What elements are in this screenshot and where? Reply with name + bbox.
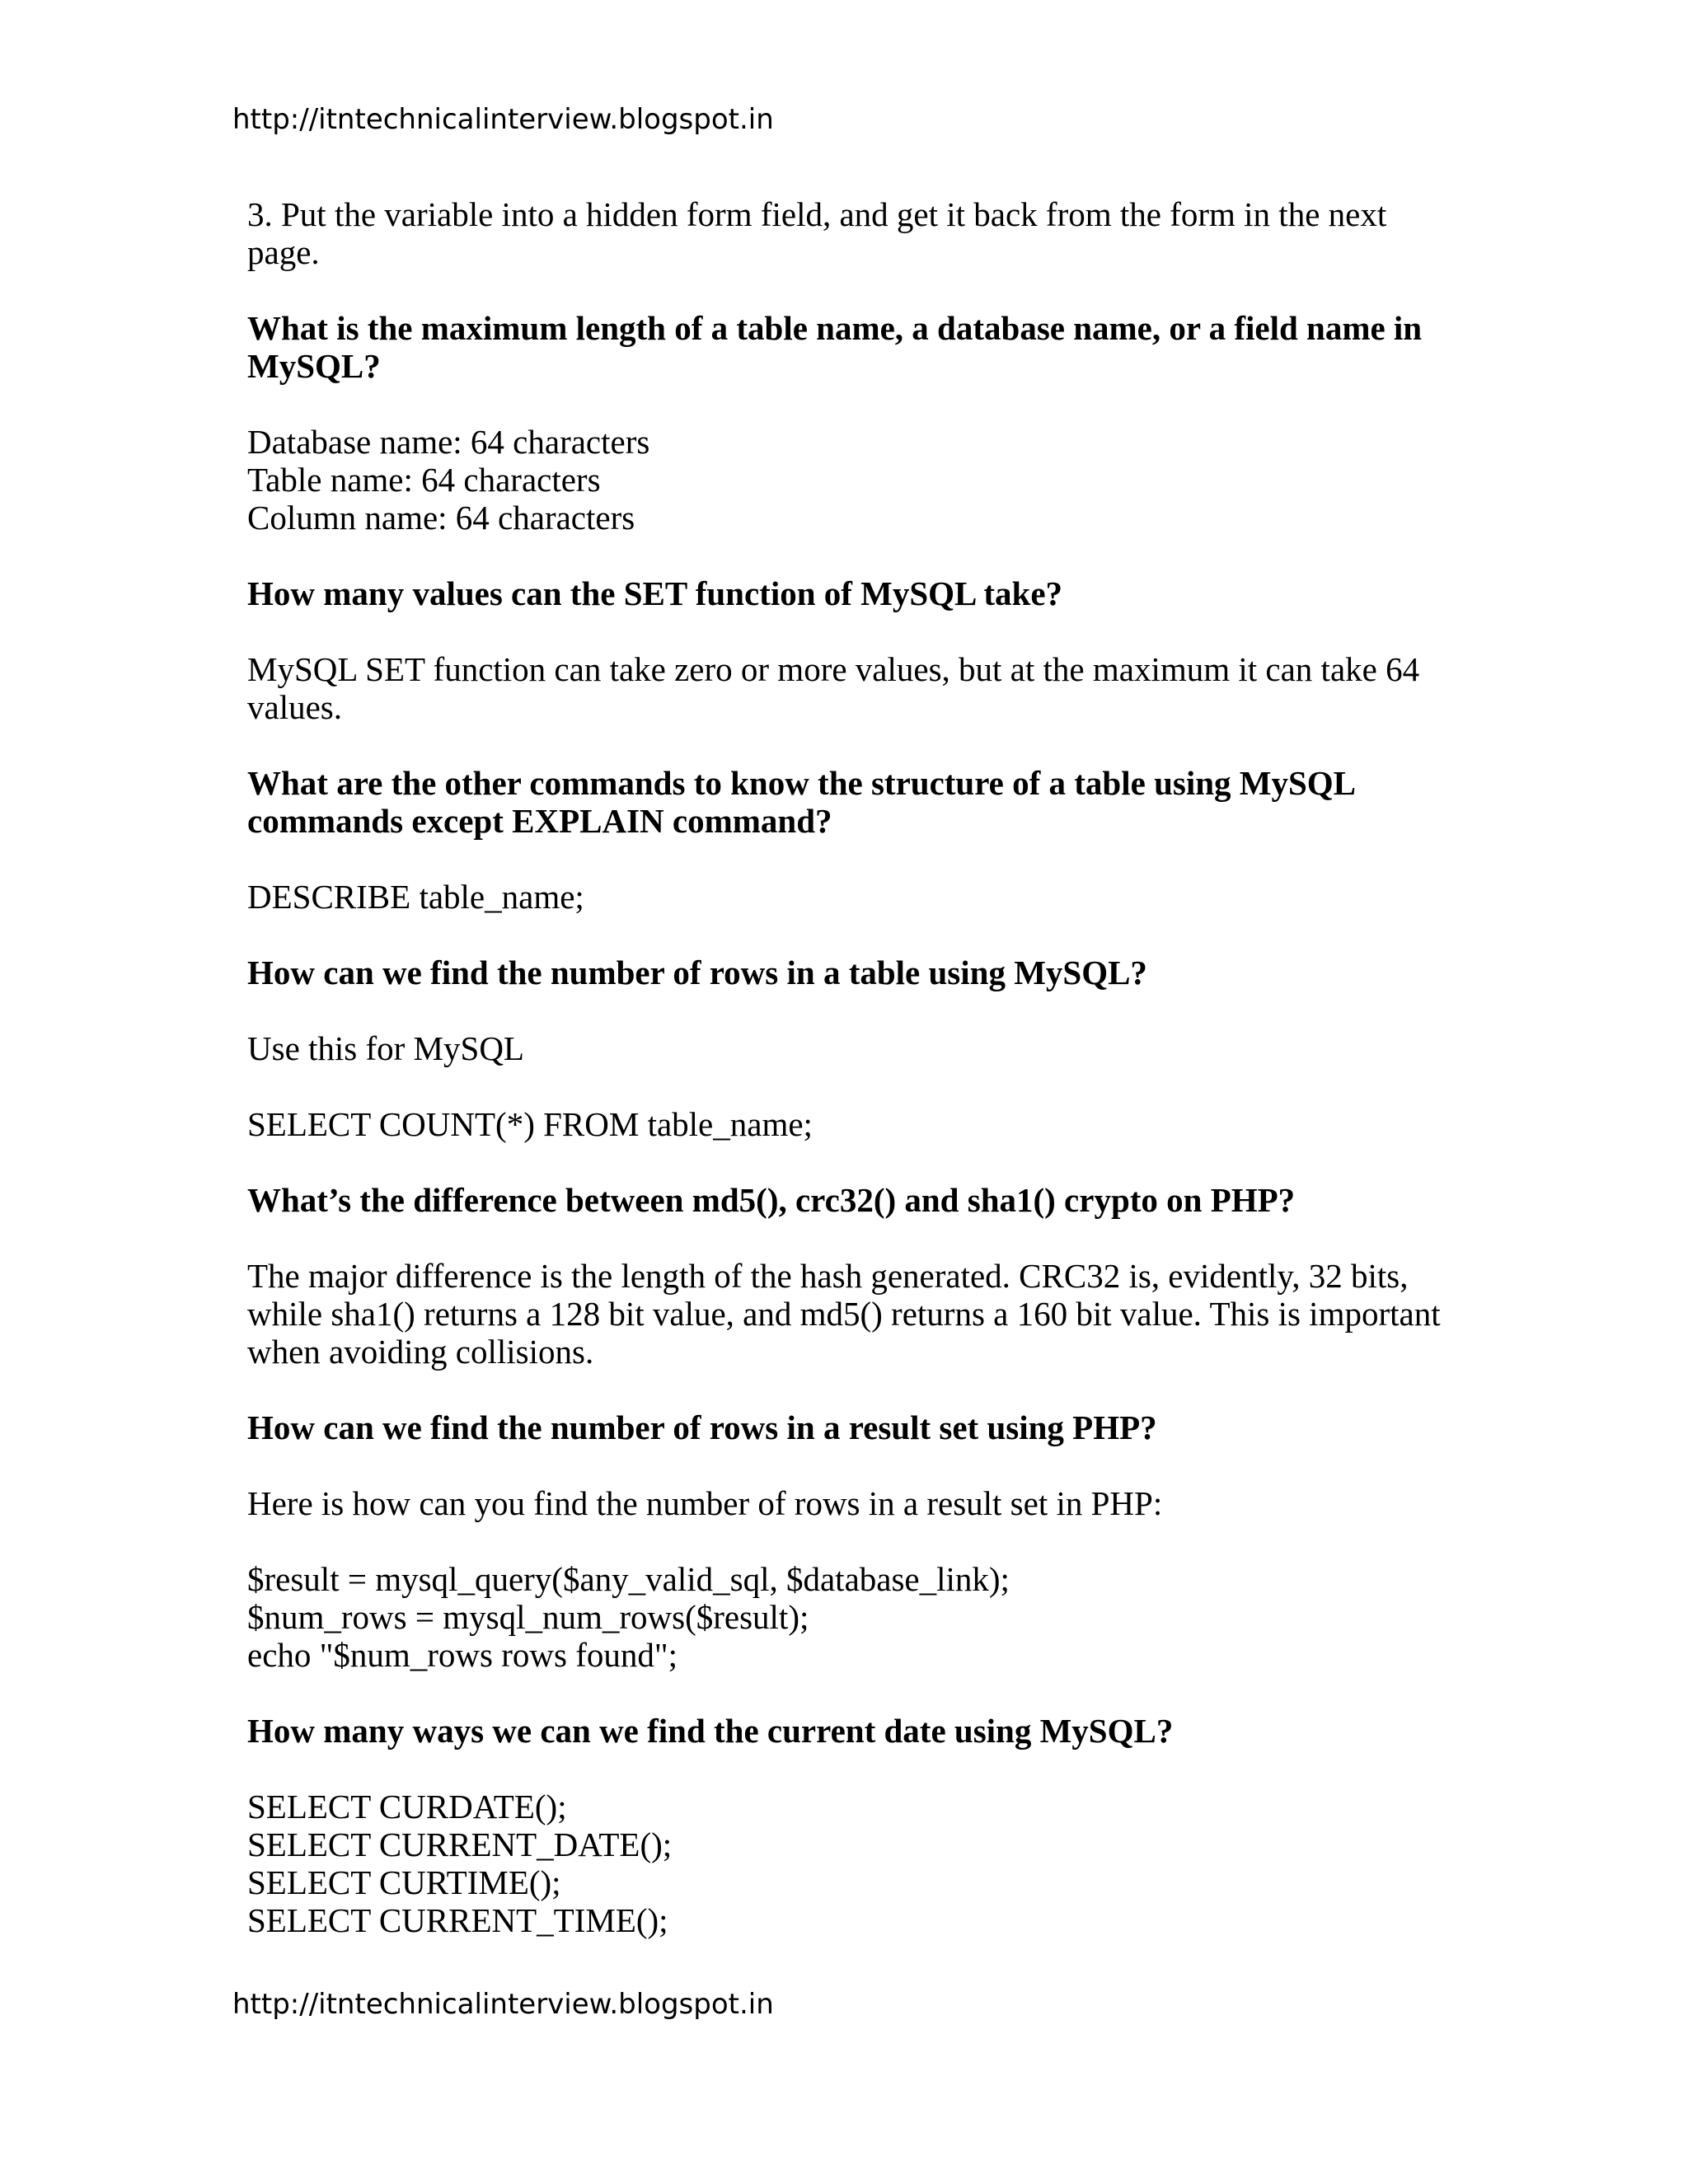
intro-line: 3. Put the variable into a hidden form field, and get it back from the form in the next <box>247 195 1387 233</box>
answer-line: Here is how can you find the number of rows in a result set in PHP: <box>247 1484 1163 1522</box>
question-line: MySQL? <box>247 347 381 385</box>
question-heading <box>247 954 1434 991</box>
question-heading <box>247 574 1434 612</box>
answer-paragraph <box>247 1257 1441 1371</box>
question-line: How many values can the SET function of MySQL take? <box>247 574 1063 612</box>
code-line: SELECT COUNT(*) FROM table_name; <box>247 1105 813 1143</box>
code-block <box>247 1788 1434 1939</box>
question-heading <box>247 309 1434 385</box>
question-line: What are the other commands to know the structure of a table using MySQL <box>247 764 1357 802</box>
question-line: What’s the difference between md5(), crc32() and sha1() crypto on PHP? <box>247 1181 1296 1219</box>
code-block <box>247 1105 1434 1143</box>
code-line: echo "$num_rows rows found"; <box>247 1636 678 1674</box>
code-line: $num_rows = mysql_num_rows($result); <box>247 1598 809 1636</box>
question-line: How can we find the number of rows in a result set using PHP? <box>247 1408 1157 1446</box>
code-block <box>247 1560 1434 1674</box>
question-line: What is the maximum length of a table name, a database name, or a field name in <box>247 309 1423 347</box>
answer-line: when avoiding collisions. <box>247 1333 594 1371</box>
answer-paragraph <box>247 878 1434 916</box>
answer-line: values. <box>247 688 342 726</box>
question-heading <box>247 1408 1434 1446</box>
intro-paragraph <box>247 195 1434 271</box>
answer-paragraph <box>247 423 1434 537</box>
answer-line: while sha1() returns a 128 bit value, and md5() returns a 160 bit value. This is important <box>247 1295 1441 1333</box>
answer-line: The major difference is the length of the hash generated. CRC32 is, evidently, 32 bits, <box>247 1257 1409 1295</box>
answer-line: Table name: 64 characters <box>247 461 601 499</box>
header-url[interactable]: http://itntechnicalinterview.blogspot.in <box>232 103 774 136</box>
answer-line: Use this for MySQL <box>247 1029 524 1067</box>
code-line: SELECT CURRENT_DATE(); <box>247 1825 673 1863</box>
answer-line: MySQL SET function can take zero or more values, but at the maximum it can take 64 <box>247 650 1420 688</box>
answer-line: Database name: 64 characters <box>247 423 650 461</box>
question-heading <box>247 764 1434 840</box>
question-heading <box>247 1712 1434 1750</box>
answer-paragraph <box>247 1029 1434 1067</box>
answer-paragraph <box>247 650 1434 726</box>
document-body <box>247 195 1441 1939</box>
answer-line: DESCRIBE table_name; <box>247 878 584 916</box>
answer-paragraph <box>247 1484 1434 1522</box>
question-line: commands except EXPLAIN command? <box>247 802 832 840</box>
code-line: SELECT CURRENT_TIME(); <box>247 1901 668 1939</box>
answer-line: Column name: 64 characters <box>247 499 635 537</box>
intro-line: page. <box>247 233 320 271</box>
footer-url[interactable]: http://itntechnicalinterview.blogspot.in <box>232 1988 774 2021</box>
question-line: How many ways we can we find the current date using MySQL? <box>247 1712 1174 1750</box>
code-line: SELECT CURTIME(); <box>247 1863 561 1901</box>
code-line: $result = mysql_query($any_valid_sql, $database_link); <box>247 1560 1010 1598</box>
question-line: How can we find the number of rows in a table using MySQL? <box>247 954 1147 991</box>
code-line: SELECT CURDATE(); <box>247 1788 567 1825</box>
question-heading <box>247 1181 1434 1219</box>
